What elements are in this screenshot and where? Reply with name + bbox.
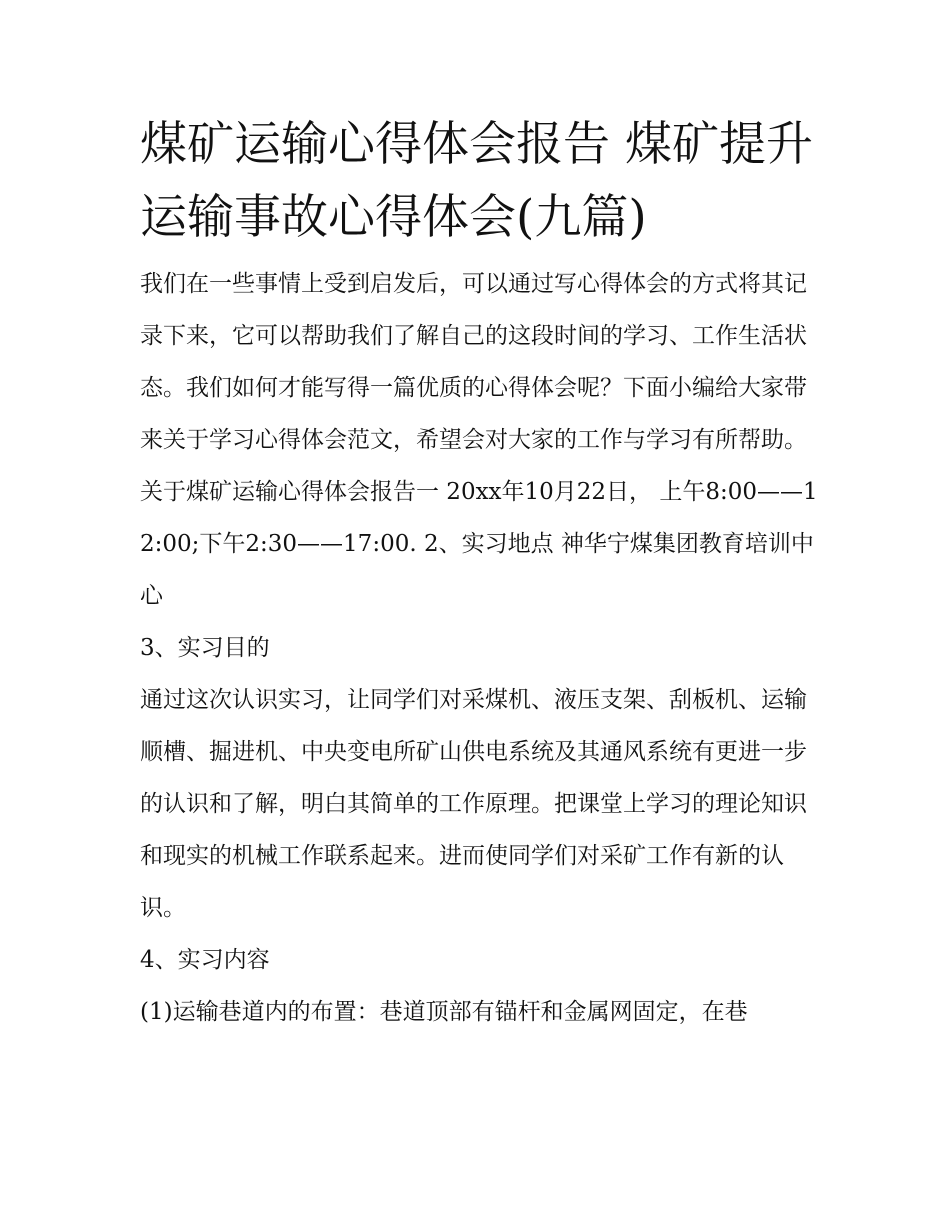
document-body xyxy=(140,258,820,1038)
paragraph-content-1: (1)运输巷道内的布置：巷道顶部有锚杆和金属网固定，在巷 xyxy=(140,999,748,1025)
paragraph-intro: 我们在一些事情上受到启发后，可以通过写心得体会的方式将其记录下来，它可以帮助我们了解自己的这段时间的学习、工作生活状态。我们如何才能写得一篇优质的心得体会呢？下面小编给大家带来关于学习心得体会范文，希望会对大家的工作与学习有所帮助。 xyxy=(140,271,807,453)
paragraph-purpose: 通过这次认识实习，让同学们对采煤机、液压支架、刮板机、运输顺槽、掘进机、中央变电所矿山供电系统及其通风系统有更进一步的认识和了解，明白其简单的工作原理。把课堂上学习的理论知识和现实的机械工作联系起来。进而使同学们对采矿工作有新的认识。 xyxy=(140,687,807,921)
paragraph-report-time-location: 关于煤矿运输心得体会报告一 20xx年10月22日， 上午8:00——12:00;下午2:30——17:00. 2、实习地点 神华宁煤集团教育培训中心 xyxy=(140,479,818,609)
section-heading-content: 4、实习内容 xyxy=(140,947,270,973)
section-heading-purpose: 3、实习目的 xyxy=(140,635,270,661)
document-title: 煤矿运输心得体会报告 煤矿提升运输事故心得体会(九篇) xyxy=(140,117,813,245)
